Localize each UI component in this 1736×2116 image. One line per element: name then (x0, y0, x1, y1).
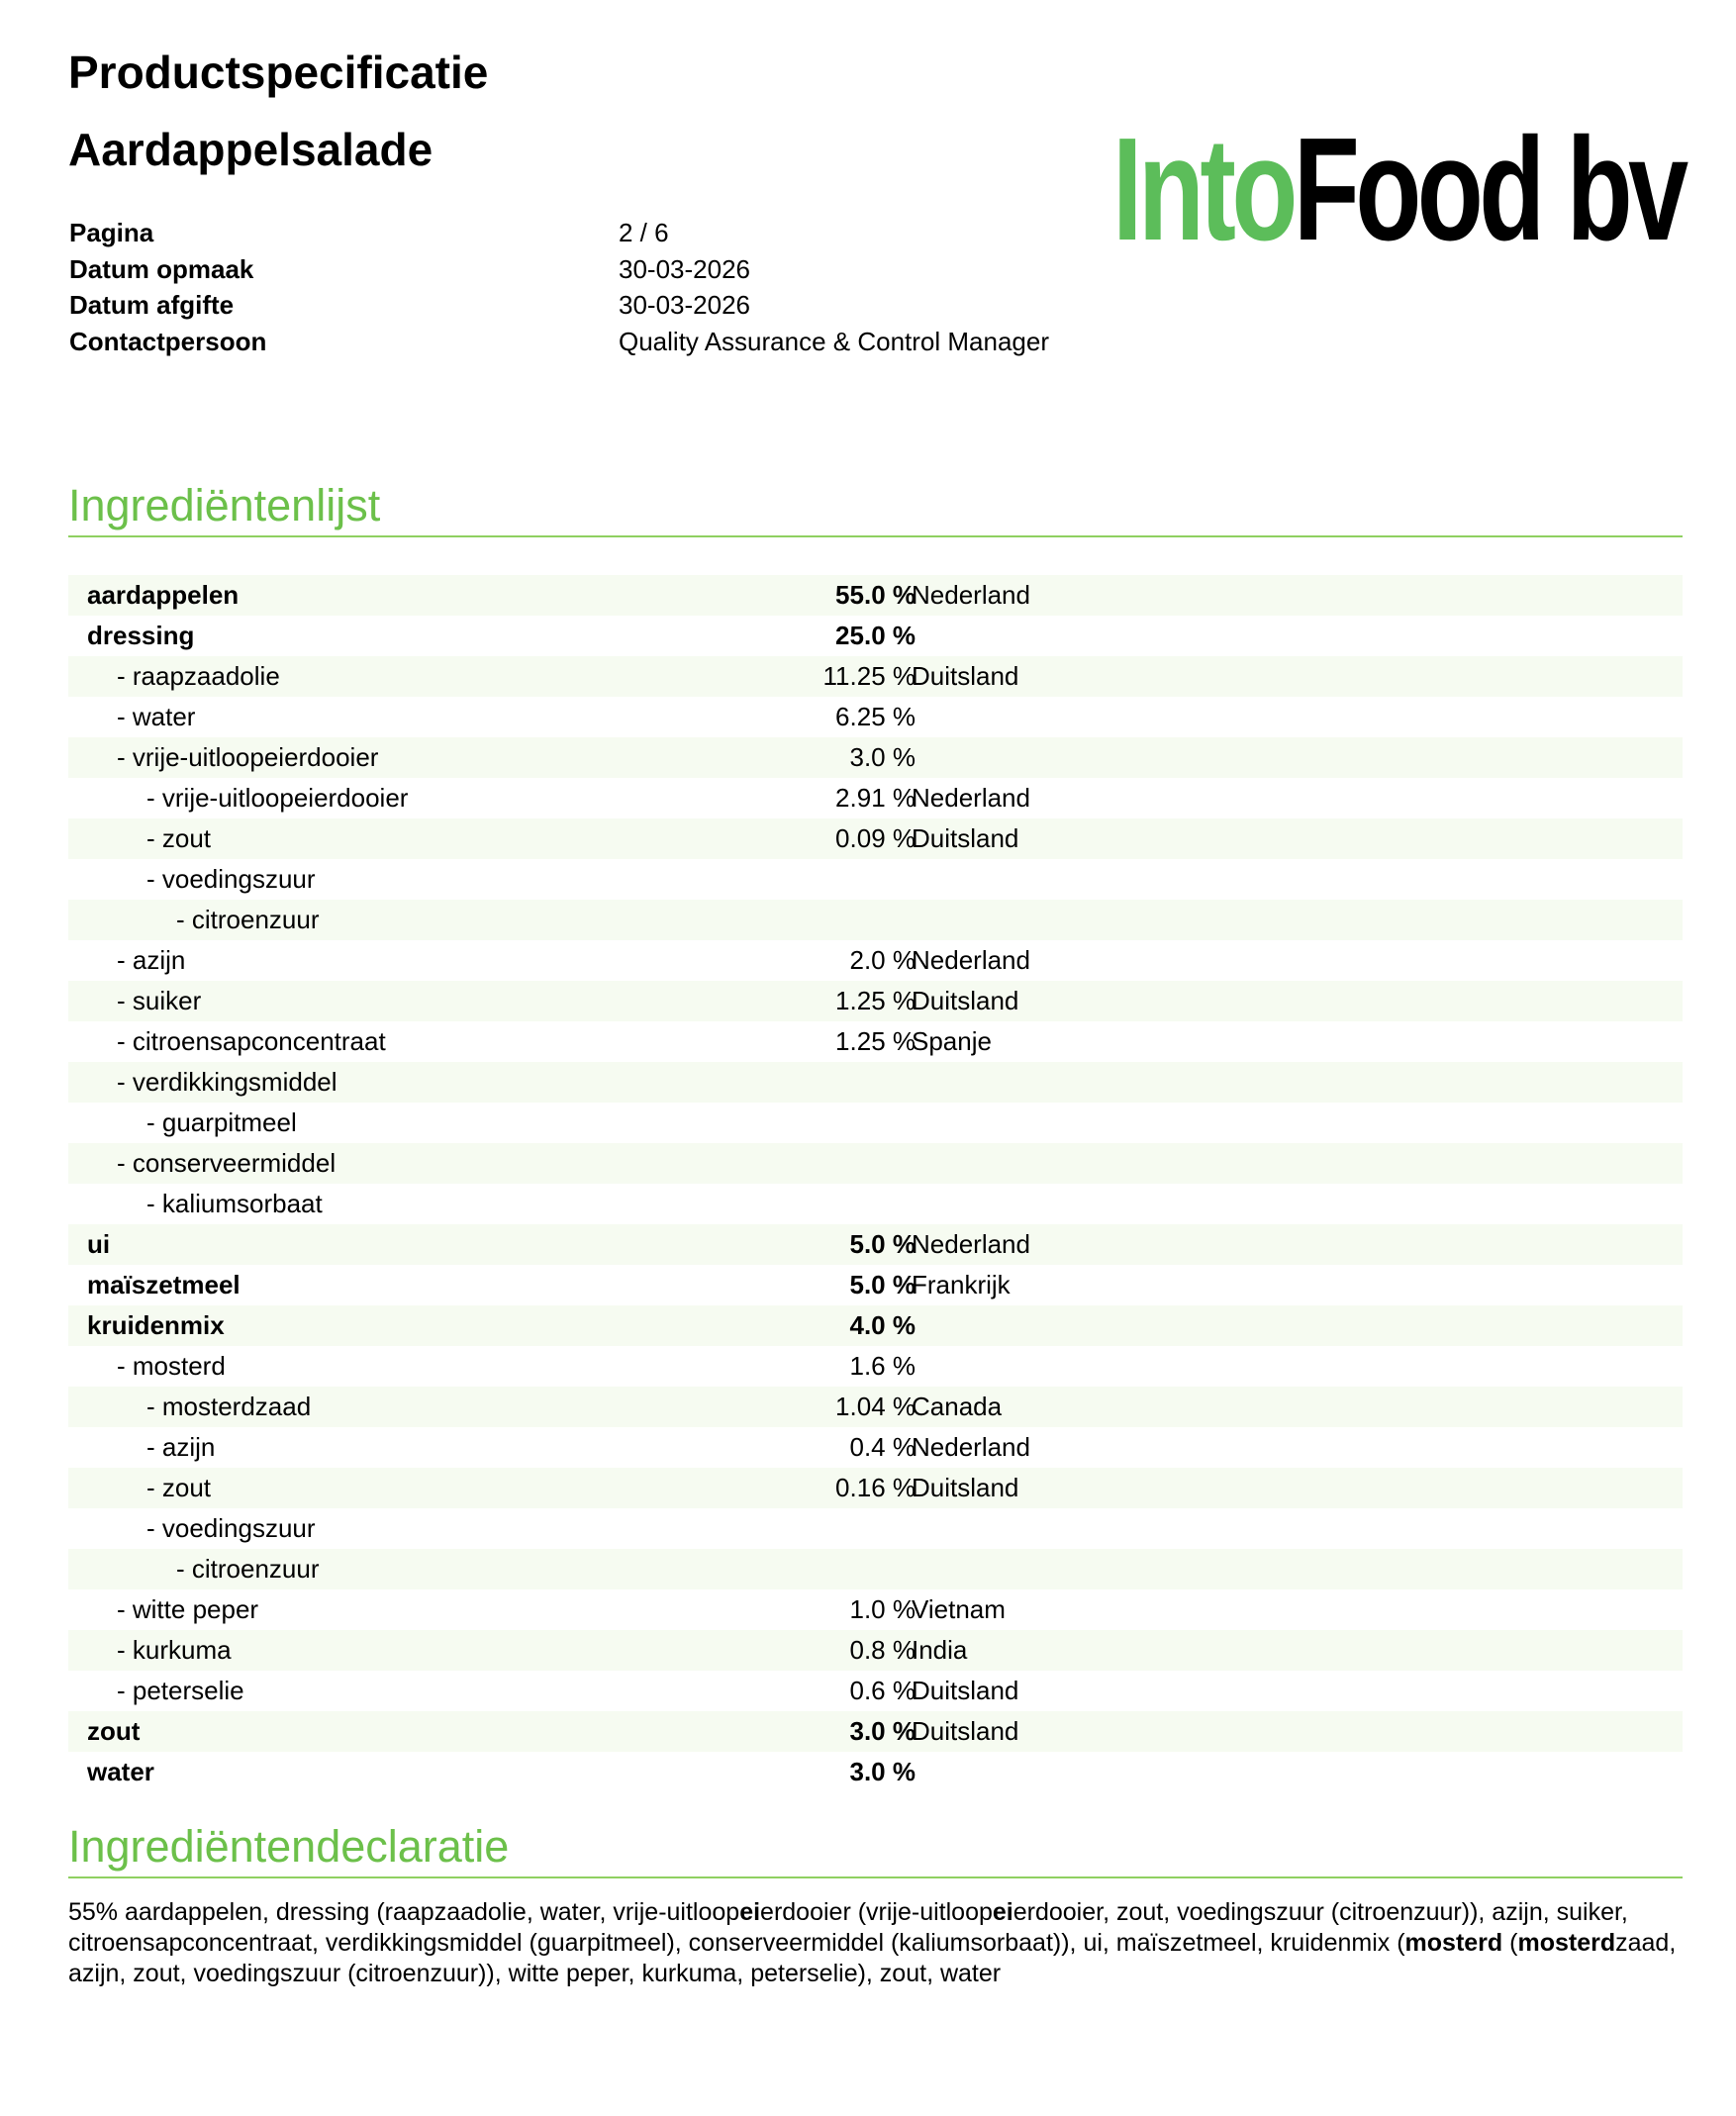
ingredient-name: - kurkuma (117, 1635, 232, 1665)
ingredient-percentage: 1.25 % (835, 1026, 916, 1056)
ingredient-row (68, 1427, 1683, 1468)
document-title: Productspecificatie (68, 47, 489, 98)
meta-info (69, 215, 1207, 359)
ingredient-origin: Duitsland (912, 986, 1019, 1015)
ingredient-name: ui (87, 1229, 111, 1259)
declaration-segment: erdooier, zout, voedingszuur (citroenzuur)), azijn, suiker, citroensapconcentraat, verdikkingsmiddel (guarpitmeel), conserveermiddel (kaliumsorbaat)), ui, maïszetmeel, kruidenmix ( (68, 1898, 1628, 1957)
ingredient-name: - verdikkingsmiddel (117, 1067, 338, 1097)
ingredient-name: - guarpitmeel (146, 1107, 297, 1137)
ingredient-percentage: 0.09 % (835, 823, 916, 853)
ingredient-percentage: 0.4 % (849, 1432, 916, 1462)
ingredient-name: - water (117, 702, 196, 731)
ingredient-row (68, 1021, 1683, 1062)
meta-row (69, 215, 1207, 251)
ingredient-name: - vrije-uitloopeierdooier (117, 742, 379, 772)
ingredient-row (68, 778, 1683, 818)
ingredient-origin: Nederland (912, 1432, 1030, 1462)
ingredient-percentage: 5.0 % (849, 1229, 916, 1259)
ingredient-name: maïszetmeel (87, 1270, 241, 1299)
ingredient-row (68, 737, 1683, 778)
ingredient-origin: Duitsland (912, 1716, 1019, 1746)
ingredient-percentage: 0.8 % (849, 1635, 916, 1665)
ingredient-percentage: 3.0 % (849, 1757, 916, 1786)
ingredient-row (68, 859, 1683, 900)
ingredient-origin: Duitsland (912, 823, 1019, 853)
ingredient-name: - kaliumsorbaat (146, 1189, 323, 1218)
ingredient-percentage: 4.0 % (849, 1310, 916, 1340)
ingredient-name: - zout (146, 823, 212, 853)
ingredient-row (68, 1671, 1683, 1711)
ingredient-row (68, 818, 1683, 859)
ingredient-row (68, 1387, 1683, 1427)
ingredient-origin: Nederland (912, 945, 1030, 975)
ingredient-row (68, 1468, 1683, 1508)
ingredient-origin: Duitsland (912, 1676, 1019, 1705)
ingredient-name: zout (87, 1716, 141, 1746)
ingredient-name: water (87, 1757, 154, 1786)
ingredient-row (68, 1224, 1683, 1265)
ingredient-row (68, 1062, 1683, 1103)
allergen-highlight: mosterd (1517, 1929, 1616, 1957)
ingredient-row (68, 1711, 1683, 1752)
logo-part-into: Into (1112, 108, 1295, 271)
ingredient-name: - witte peper (117, 1594, 259, 1624)
ingredient-row (68, 900, 1683, 940)
ingredient-percentage: 0.6 % (849, 1676, 916, 1705)
ingredient-percentage: 55.0 % (835, 580, 916, 610)
ingredient-percentage: 25.0 % (835, 621, 916, 650)
ingredient-origin: Frankrijk (912, 1270, 1011, 1299)
ingredient-row (68, 981, 1683, 1021)
product-name: Aardappelsalade (68, 124, 434, 175)
ingredient-row (68, 697, 1683, 737)
ingredient-name: - citroenzuur (176, 1554, 320, 1584)
ingredient-origin: Spanje (912, 1026, 992, 1056)
allergen-highlight: ei (992, 1898, 1013, 1926)
ingredient-row (68, 656, 1683, 697)
ingredient-origin: India (912, 1635, 968, 1665)
ingredient-origin: Duitsland (912, 661, 1019, 691)
ingredient-row (68, 940, 1683, 981)
ingredient-name: - citroensapconcentraat (117, 1026, 386, 1056)
meta-value: 30-03-2026 (619, 290, 750, 320)
declaration-segment: zaad, azijn, zout, voedingszuur (citroenzuur)), witte peper, kurkuma, peterselie), zout, water (68, 1929, 1677, 1987)
ingredient-name: - voedingszuur (146, 1513, 316, 1543)
ingredient-row (68, 1265, 1683, 1305)
ingredient-percentage: 1.6 % (849, 1351, 916, 1381)
ingredient-row (68, 1346, 1683, 1387)
meta-row (69, 324, 1207, 360)
meta-value: 2 / 6 (619, 218, 669, 247)
ingredient-row (68, 1143, 1683, 1184)
ingredient-name: aardappelen (87, 580, 240, 610)
ingredient-row (68, 1549, 1683, 1589)
ingredient-list-heading: Ingrediëntenlijst (68, 483, 1683, 537)
ingredient-name: - conserveermiddel (117, 1148, 337, 1178)
ingredient-name: - azijn (117, 945, 186, 975)
ingredient-row (68, 1305, 1683, 1346)
ingredient-name: - zout (146, 1473, 212, 1502)
ingredient-percentage: 0.16 % (835, 1473, 916, 1502)
allergen-highlight: ei (739, 1898, 761, 1926)
ingredient-table (68, 575, 1683, 1792)
ingredient-row (68, 1752, 1683, 1792)
ingredient-percentage: 1.04 % (835, 1392, 916, 1421)
ingredient-percentage: 2.91 % (835, 783, 916, 813)
ingredient-percentage: 2.0 % (849, 945, 916, 975)
ingredient-percentage: 3.0 % (849, 742, 916, 772)
ingredient-name: - mosterdzaad (146, 1392, 312, 1421)
ingredient-row (68, 1630, 1683, 1671)
ingredient-origin: Duitsland (912, 1473, 1019, 1502)
ingredient-name: - suiker (117, 986, 202, 1015)
ingredient-declaration-heading: Ingrediëntendeclaratie (68, 1824, 1683, 1878)
meta-key: Datum opmaak (69, 253, 254, 284)
ingredient-row (68, 1589, 1683, 1630)
declaration-segment: ( (1502, 1929, 1518, 1957)
ingredient-origin: Nederland (912, 580, 1030, 610)
meta-key: Datum afgifte (69, 290, 235, 320)
ingredient-row (68, 616, 1683, 656)
ingredient-name: - vrije-uitloopeierdooier (146, 783, 409, 813)
ingredient-row (68, 575, 1683, 616)
ingredient-row (68, 1103, 1683, 1143)
meta-value: 30-03-2026 (619, 253, 750, 284)
meta-key: Contactpersoon (69, 326, 267, 356)
ingredient-name: kruidenmix (87, 1310, 225, 1340)
meta-row (69, 287, 1207, 324)
ingredient-percentage: 6.25 % (835, 702, 916, 731)
meta-row (69, 251, 1207, 288)
meta-value: Quality Assurance & Control Manager (619, 326, 1049, 356)
ingredient-name: - azijn (146, 1432, 216, 1462)
ingredient-name: - mosterd (117, 1351, 226, 1381)
allergen-highlight: mosterd (1404, 1929, 1503, 1957)
meta-key: Pagina (69, 218, 154, 247)
ingredient-percentage: 11.25 % (822, 661, 916, 691)
ingredient-percentage: 5.0 % (849, 1270, 916, 1299)
ingredient-name: - citroenzuur (176, 905, 320, 934)
ingredient-declaration-text (68, 1897, 1691, 1989)
ingredient-name: - voedingszuur (146, 864, 316, 894)
ingredient-row (68, 1184, 1683, 1224)
declaration-segment: 55% aardappelen, dressing (raapzaadolie, water, vrije-uitloop (68, 1898, 740, 1926)
ingredient-percentage: 3.0 % (849, 1716, 916, 1746)
ingredient-row (68, 1508, 1683, 1549)
ingredient-origin: Canada (912, 1392, 1003, 1421)
ingredient-origin: Nederland (912, 783, 1030, 813)
ingredient-name: - peterselie (117, 1676, 244, 1705)
ingredient-percentage: 1.25 % (835, 986, 916, 1015)
ingredient-name: - raapzaadolie (117, 661, 280, 691)
ingredient-origin: Nederland (912, 1229, 1030, 1259)
ingredient-origin: Vietnam (912, 1594, 1006, 1624)
logo-part-food: Food bv (1294, 108, 1685, 271)
ingredient-percentage: 1.0 % (849, 1594, 916, 1624)
declaration-segment: erdooier (vrije-uitloop (760, 1898, 993, 1926)
ingredient-name: dressing (87, 621, 195, 650)
